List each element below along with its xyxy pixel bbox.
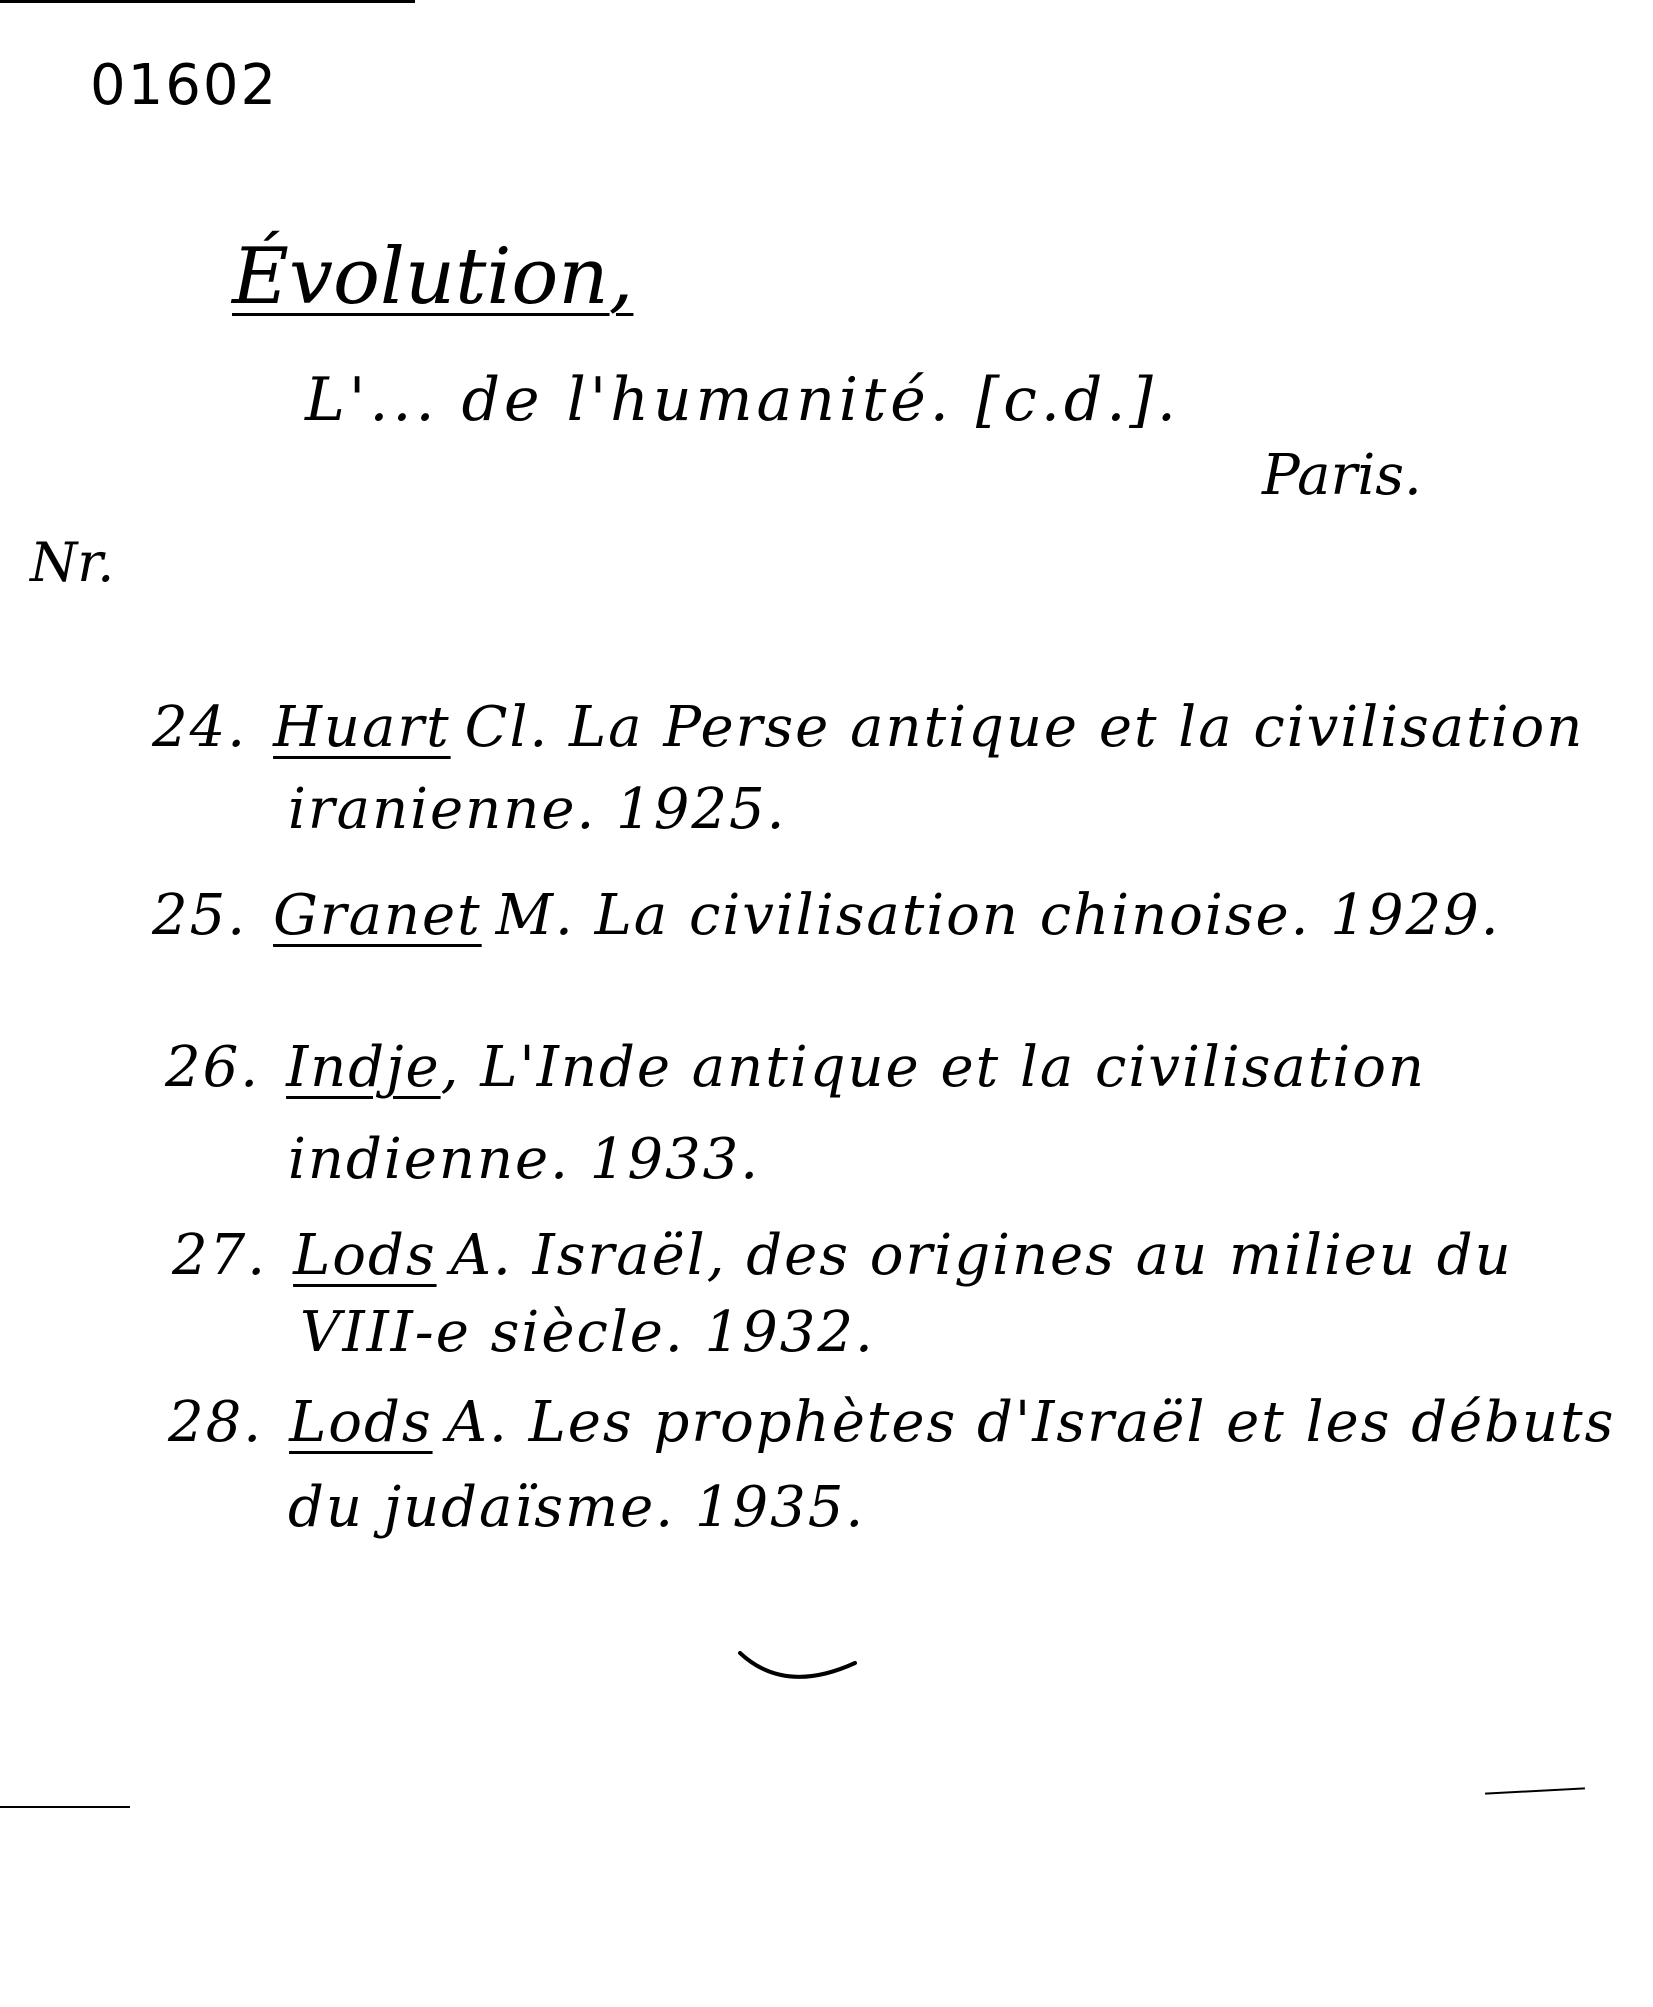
place: Paris. [1262,443,1422,508]
entry-number: 24. [152,695,248,760]
closing-flourish [735,1645,865,1695]
entry-author: Lods [293,1223,437,1288]
entry-text: M. La civilisation chinoise. 1929. [495,883,1501,948]
entry-author: Indje [286,1035,441,1100]
entry-author: Lods [289,1390,433,1455]
top-edge-rule [0,0,415,3]
bottom-edge-rule-right [1485,1787,1585,1794]
entry-26-line1 [165,1035,1426,1100]
entry-28-line1 [168,1390,1616,1455]
card-number: 01602 [90,53,279,118]
entry-25-line1 [152,883,1501,948]
main-heading [232,232,634,322]
entry-number: 26. [165,1035,261,1100]
entry-number: 25. [152,883,248,948]
entry-text: Cl. La Perse antique et la civilisation [464,695,1585,760]
entry-number: 28. [168,1390,264,1455]
entry-author: Huart [273,695,451,760]
main-heading-text: Évolution, [232,232,634,322]
bottom-edge-rule-left [0,1806,130,1808]
entry-text: , L'Inde antique et la civilisation [440,1035,1426,1100]
entry-24-line1 [152,695,1585,760]
entry-author: Granet [273,883,482,948]
entry-text: A. Les prophètes d'Israël et les débuts [446,1390,1616,1455]
entry-26-line2: indienne. 1933. [288,1127,761,1192]
entry-27-line1 [172,1223,1513,1288]
subheading: L'... de l'humanité. [c.d.]. [305,365,1180,435]
entry-24-line2: iranienne. 1925. [288,777,787,842]
entry-27-line2: VIII-e siècle. 1932. [300,1300,875,1365]
nr-label: Nr. [30,531,115,594]
entry-text: A. Israël, des origines au milieu du [450,1223,1513,1288]
entry-number: 27. [172,1223,268,1288]
entry-28-line2: du judaïsme. 1935. [288,1475,866,1540]
